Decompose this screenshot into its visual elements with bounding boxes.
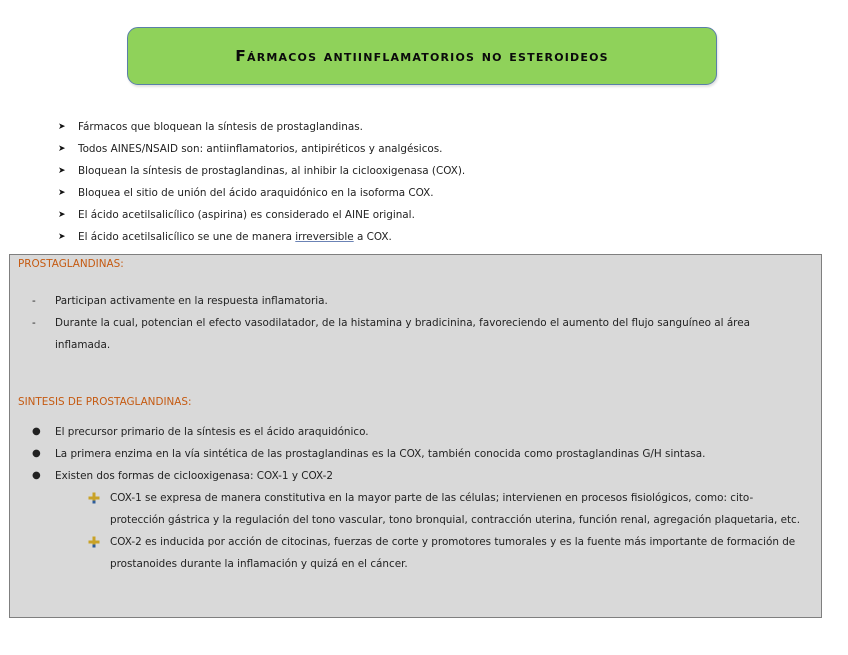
list-item (26, 312, 806, 356)
list-item-text: El ácido acetilsalicílico (aspirina) es considerado el AINE original. (78, 209, 415, 221)
dash-bullet-icon: - (32, 317, 36, 329)
prostaglandinas-list (26, 290, 806, 356)
list-item (58, 182, 465, 204)
list-item (26, 465, 806, 487)
arrow-bullet-icon: ➤ (58, 122, 66, 132)
title-banner (127, 27, 717, 85)
list-item (26, 421, 806, 443)
list-item-text (78, 226, 392, 248)
list-item (26, 531, 806, 575)
list-item-text: COX-1 se expresa de manera constitutiva en la mayor parte de las células; intervienen en procesos fisiológicos, como: cito-protección gástrica y la regulación del tono vascular, tono bronquial, contracción uterina, función renal, agregación plaquetaria, etc. (110, 492, 801, 526)
list-item (26, 290, 806, 312)
list-item-text: El precursor primario de la síntesis es el ácido araquidónico. (55, 426, 369, 438)
list-item (58, 138, 465, 160)
text-after: a COX. (353, 231, 392, 243)
arrow-bullet-icon: ➤ (58, 210, 66, 220)
prostaglandinas-heading: PROSTAGLANDINAS: (18, 258, 124, 270)
arrow-bullet-icon: ➤ (58, 232, 66, 242)
underlined-word: irreversible (295, 231, 354, 243)
plus-bullet-icon (88, 492, 100, 504)
list-item (58, 116, 465, 138)
text-before: El ácido acetilsalicílico se une de manera (78, 231, 296, 243)
dot-bullet-icon: ● (32, 470, 41, 481)
list-item-text: Fármacos que bloquean la síntesis de prostaglandinas. (78, 121, 363, 133)
list-item (26, 443, 806, 465)
list-item-text: Todos AINES/NSAID son: antiinflamatorios, antipiréticos y analgésicos. (78, 143, 443, 155)
list-item (58, 204, 465, 226)
list-item-text: COX-2 es inducida por acción de citocinas, fuerzas de corte y promotores tumorales y es la fuente más importante de formación de prostanoides durante la inflamación y quizá en el cáncer. (110, 536, 796, 570)
sintesis-list (26, 421, 806, 487)
arrow-bullet-icon: ➤ (58, 188, 66, 198)
list-item (58, 160, 465, 182)
list-item-text: Existen dos formas de ciclooxigenasa: COX-1 y COX-2 (55, 470, 334, 482)
prostaglandinas-section-box (9, 254, 822, 618)
sintesis-heading: SINTESIS DE PROSTAGLANDINAS: (18, 396, 192, 408)
list-item (58, 226, 465, 248)
list-item-text: Bloquea el sitio de unión del ácido araquidónico en la isoforma COX. (78, 187, 434, 199)
dash-bullet-icon: - (32, 295, 36, 307)
cox-sub-list (26, 487, 806, 575)
arrow-bullet-icon: ➤ (58, 166, 66, 176)
list-item-text: Bloquean la síntesis de prostaglandinas, al inhibir la ciclooxigenasa (COX). (78, 165, 466, 177)
dot-bullet-icon: ● (32, 448, 41, 459)
arrow-bullet-icon: ➤ (58, 144, 66, 154)
list-item-text: La primera enzima en la vía sintética de las prostaglandinas es la COX, también conocida como prostaglandinas G/H sintasa. (55, 448, 706, 460)
dot-bullet-icon: ● (32, 426, 41, 437)
page-title: Fármacos antiinflamatorios no esteroideos (235, 47, 609, 65)
intro-bullet-list (58, 116, 465, 248)
list-item-text: Participan activamente en la respuesta inflamatoria. (55, 295, 328, 307)
list-item (26, 487, 806, 531)
list-item-text: Durante la cual, potencian el efecto vasodilatador, de la histamina y bradicinina, favoreciendo el aumento del flujo sanguíneo al área inflamada. (55, 317, 750, 351)
plus-bullet-icon (88, 536, 100, 548)
